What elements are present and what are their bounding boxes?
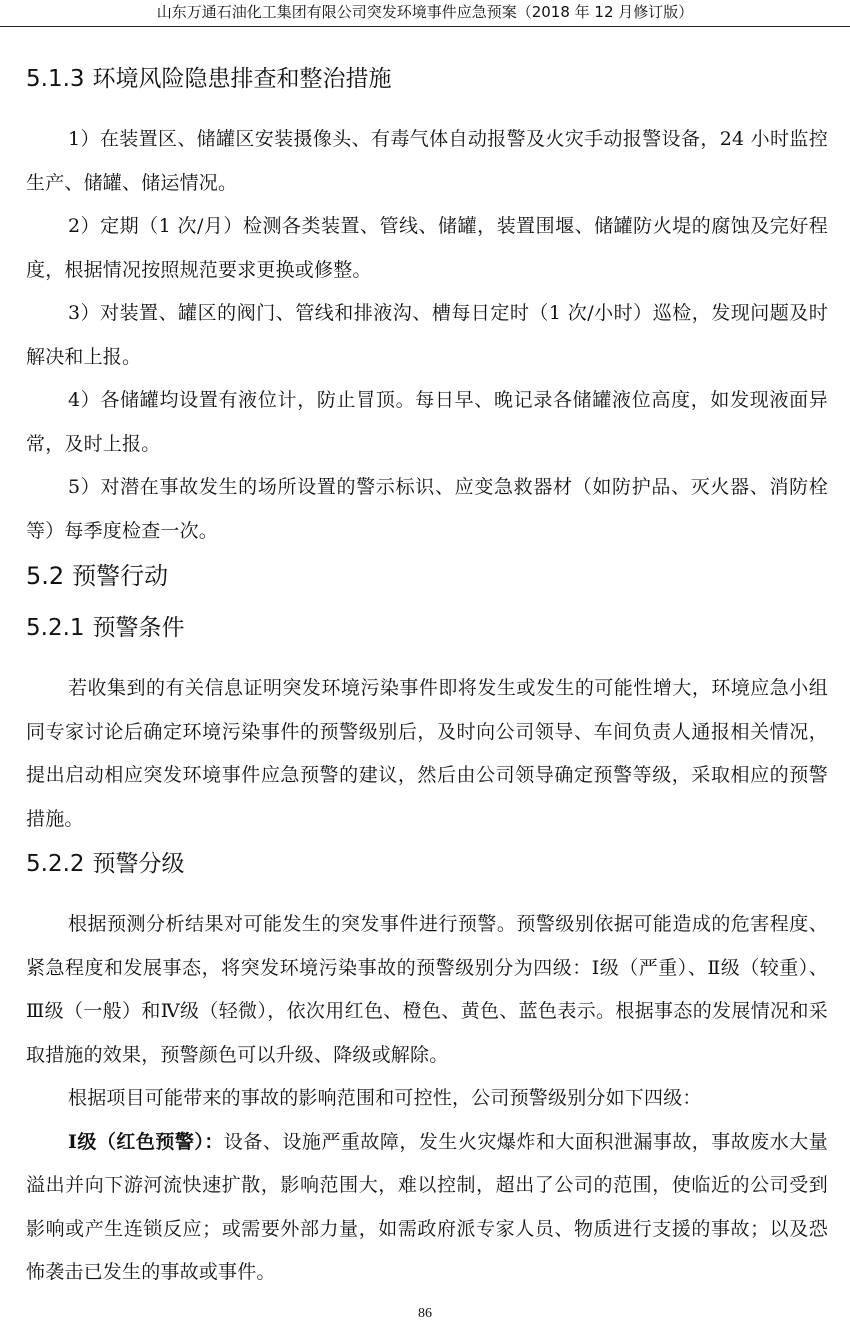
page-number: 86	[418, 1306, 432, 1321]
document-title: 山东万通石油化工集团有限公司突发环境事件应急预案（2018 年 12 月修订版）	[156, 3, 694, 21]
heading-5-2-2	[26, 841, 828, 903]
heading-number: 5.2.1	[26, 615, 85, 641]
page-header	[0, 0, 850, 27]
level-1-label: Ⅰ级（红色预警）：	[68, 1130, 224, 1153]
heading-title: 预警分级	[92, 851, 185, 877]
document-body	[26, 56, 828, 1295]
heading-number: 5.2	[26, 562, 65, 590]
heading-number: 5.1.3	[26, 66, 85, 92]
paragraph-5-1-3-item-5: 5）对潜在事故发生的场所设置的警示标识、应变急救器材（如防护品、灭火器、消防栓等）每季度检查一次。	[26, 476, 828, 542]
paragraph-5-2-2-levels: 根据预测分析结果对可能发生的突发事件进行预警。预警级别依据可能造成的危害程度、紧急程度和发展事态，将突发环境污染事故的预警级别分为四级：Ⅰ级（严重）、Ⅱ级（较重）、Ⅲ级（一般）和Ⅳ级（轻微），依次用红色、橙色、黄色、蓝色表示。根据事态的发展情况和采取措施的效果，预警颜色可以升级、降级或解除。	[26, 913, 828, 1066]
heading-title: 预警行动	[72, 562, 169, 590]
level-1-text: 设备、设施严重故障，发生火灾爆炸和大面积泄漏事故，事故废水大量溢出并向下游河流快速扩散，影响范围大，难以控制，超出了公司的范围，使临近的公司受到影响或产生连锁反应；或需要外部力量，如需政府派专家人员、物质进行支援的事故；以及恐怖袭击已发生的事故或事件。	[26, 1130, 828, 1283]
heading-number: 5.2.2	[26, 851, 85, 877]
paragraph-5-2-1: 若收集到的有关信息证明突发环境污染事件即将发生或发生的可能性增大，环境应急小组同专家讨论后确定环境污染事件的预警级别后，及时向公司领导、车间负责人通报相关情况，提出启动相应突发环境事件应急预警的建议，然后由公司领导确定预警等级，采取相应的预警措施。	[26, 677, 828, 830]
paragraph-5-2-2-intro: 根据项目可能带来的事故的影响范围和可控性，公司预警级别分如下四级：	[68, 1087, 702, 1109]
paragraph-level-1	[26, 1121, 828, 1295]
heading-title: 环境风险隐患排查和整治措施	[92, 66, 392, 92]
heading-5-1-3	[26, 56, 828, 118]
heading-5-2	[26, 553, 828, 605]
paragraph-5-1-3-item-3: 3）对装置、罐区的阀门、管线和排液沟、槽每日定时（1 次/小时）巡检，发现问题及时解决和上报。	[26, 302, 828, 368]
paragraph-5-1-3-item-2: 2）定期（1 次/月）检测各类装置、管线、储罐，装置围堰、储罐防火堤的腐蚀及完好程度，根据情况按照规范要求更换或修整。	[26, 215, 828, 281]
heading-title: 预警条件	[92, 615, 185, 641]
heading-5-2-1	[26, 605, 828, 667]
paragraph-5-1-3-item-4: 4）各储罐均设置有液位计，防止冒顶。每日早、晚记录各储罐液位高度，如发现液面异常，及时上报。	[26, 389, 828, 455]
paragraph-5-1-3-item-1: 1）在装置区、储罐区安装摄像头、有毒气体自动报警及火灾手动报警设备，24 小时监控生产、储罐、储运情况。	[26, 128, 828, 194]
